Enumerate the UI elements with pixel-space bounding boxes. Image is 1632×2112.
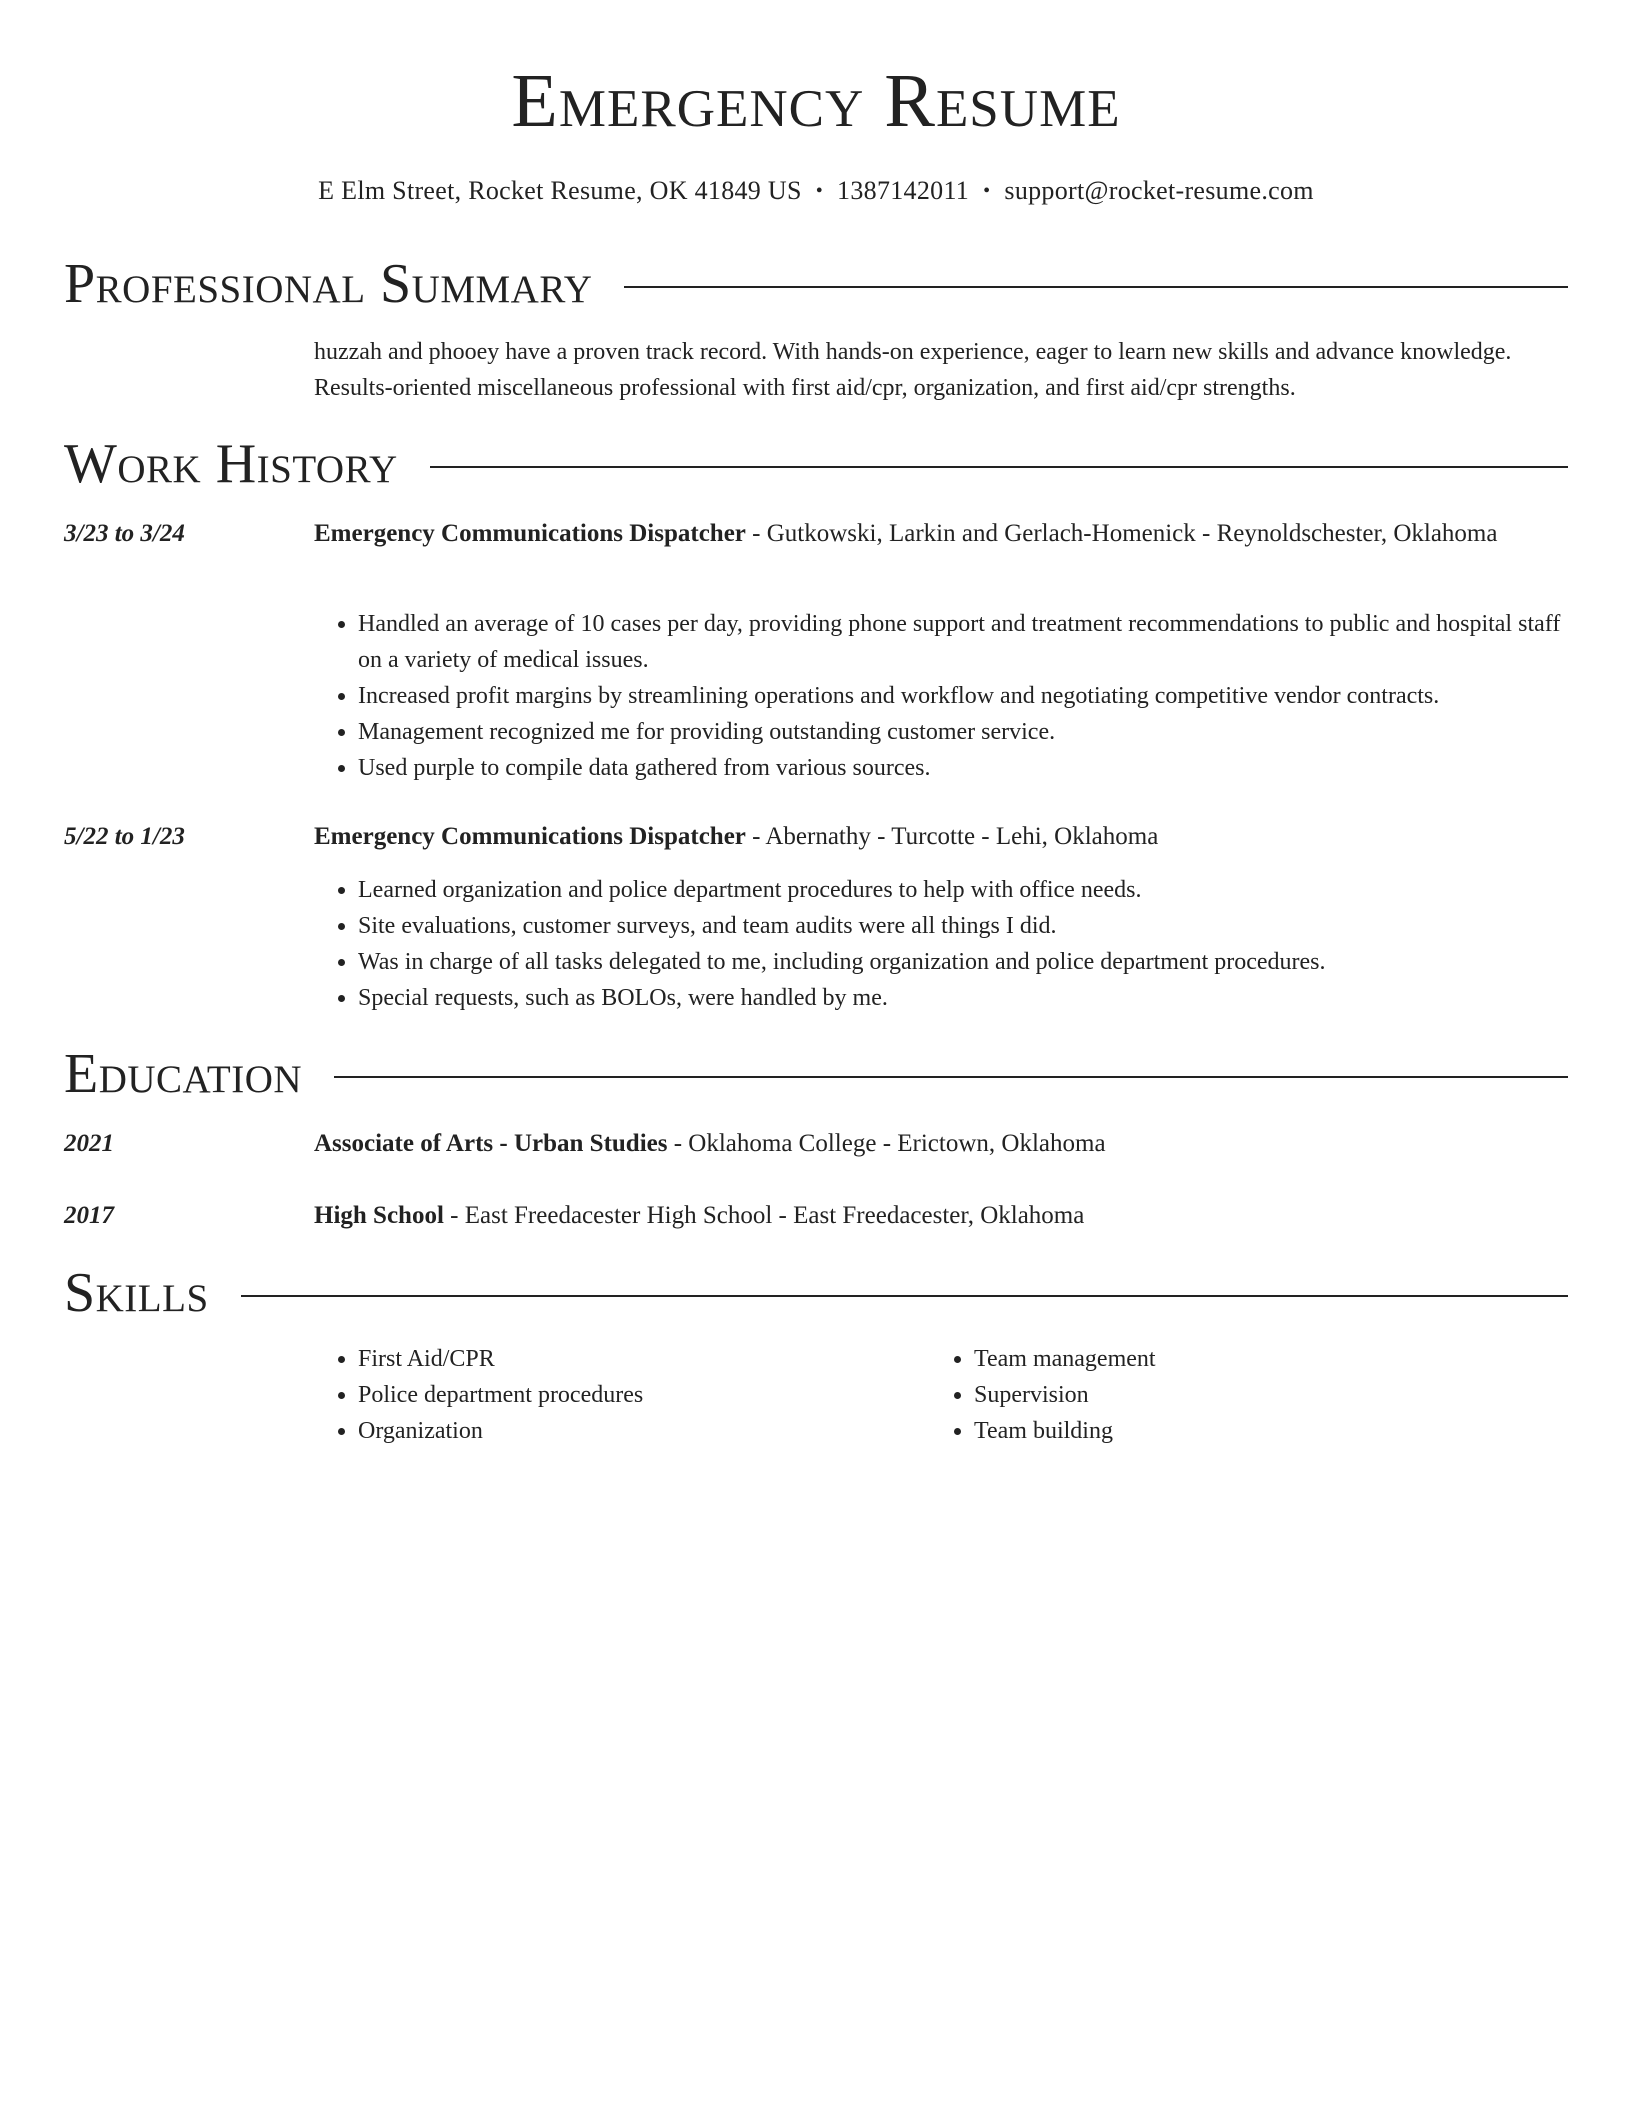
section-divider — [430, 466, 1568, 468]
education-year: 2021 — [64, 1130, 114, 1157]
job-heading — [314, 818, 1568, 856]
contact-separator: • — [815, 180, 824, 202]
contact-separator: • — [983, 180, 991, 202]
summary-section-heading — [64, 252, 1568, 316]
skills-list-left — [314, 1341, 914, 1449]
list-item: • Management recognized me for providing outstanding customer service. — [358, 714, 1568, 750]
work-section-heading — [64, 432, 1568, 496]
section-divider — [334, 1076, 1568, 1078]
education-year: 2017 — [64, 1202, 114, 1229]
skill-item: • First Aid/CPR — [358, 1341, 914, 1377]
contact-phone: 1387142011 — [837, 176, 970, 205]
list-item: • Learned organization and police department procedures to help with office needs. — [358, 872, 1568, 908]
skills-title: Skills — [64, 1262, 209, 1324]
job-dates: 5/22 to 1/23 — [64, 823, 185, 850]
education-title: Education — [64, 1043, 303, 1105]
summary-title: Professional Summary — [64, 253, 593, 315]
section-divider — [241, 1295, 1568, 1297]
skill-item: • Team management — [974, 1341, 1530, 1377]
job-bullets — [314, 872, 1568, 1016]
job-dates: 3/23 to 3/24 — [64, 520, 185, 547]
skill-item: • Team building — [974, 1413, 1530, 1449]
education-heading — [314, 1197, 1568, 1235]
list-item: • Increased profit margins by streamlining operations and workflow and negotiating competitive vendor contracts. — [358, 678, 1568, 714]
summary-text: huzzah and phooey have a proven track record. With hands-on experience, eager to learn new skills and advance knowledge. Results-oriented miscellaneous professional with first aid/cpr, organization, and first aid/cpr strengths. — [314, 339, 1512, 401]
work-title: Work History — [64, 433, 398, 495]
contact-address: E Elm Street, Rocket Resume, OK 41849 US — [318, 176, 802, 205]
skill-item: • Police department procedures — [358, 1377, 914, 1413]
list-item: • Handled an average of 10 cases per day, providing phone support and treatment recommendations to public and hospital staff on a variety of medical issues. — [358, 606, 1568, 678]
job-role: Emergency Communications Dispatcher — [314, 520, 746, 547]
job-details: - Gutkowski, Larkin and Gerlach-Homenick - Reynoldschester, Oklahoma — [745, 520, 1498, 547]
job-heading — [314, 515, 1568, 553]
education-details: - Oklahoma College - Erictown, Oklahoma — [667, 1130, 1106, 1157]
skills-list-right — [930, 1341, 1530, 1449]
skill-item: • Supervision — [974, 1377, 1530, 1413]
skills-section-heading — [64, 1261, 1568, 1325]
section-divider — [624, 286, 1568, 288]
education-section-heading — [64, 1042, 1568, 1106]
list-item: • Site evaluations, customer surveys, and team audits were all things I did. — [358, 908, 1568, 944]
contact-line — [0, 174, 1632, 208]
resume-name: Emergency Resume — [511, 59, 1121, 143]
contact-email: support@rocket-resume.com — [1004, 176, 1314, 205]
skill-item: • Organization — [358, 1413, 914, 1449]
education-degree: Associate of Arts - Urban Studies — [314, 1130, 668, 1157]
job-details: - Abernathy - Turcotte - Lehi, Oklahoma — [745, 823, 1159, 850]
education-degree: High School — [314, 1202, 444, 1229]
list-item: • Used purple to compile data gathered from various sources. — [358, 750, 1568, 786]
job-bullets — [314, 606, 1568, 786]
education-heading — [314, 1125, 1568, 1163]
job-role: Emergency Communications Dispatcher — [314, 823, 746, 850]
list-item: • Was in charge of all tasks delegated to me, including organization and police department procedures. — [358, 944, 1568, 980]
list-item: • Special requests, such as BOLOs, were handled by me. — [358, 980, 1568, 1016]
education-details: - East Freedacester High School - East Freedacester, Oklahoma — [443, 1202, 1085, 1229]
